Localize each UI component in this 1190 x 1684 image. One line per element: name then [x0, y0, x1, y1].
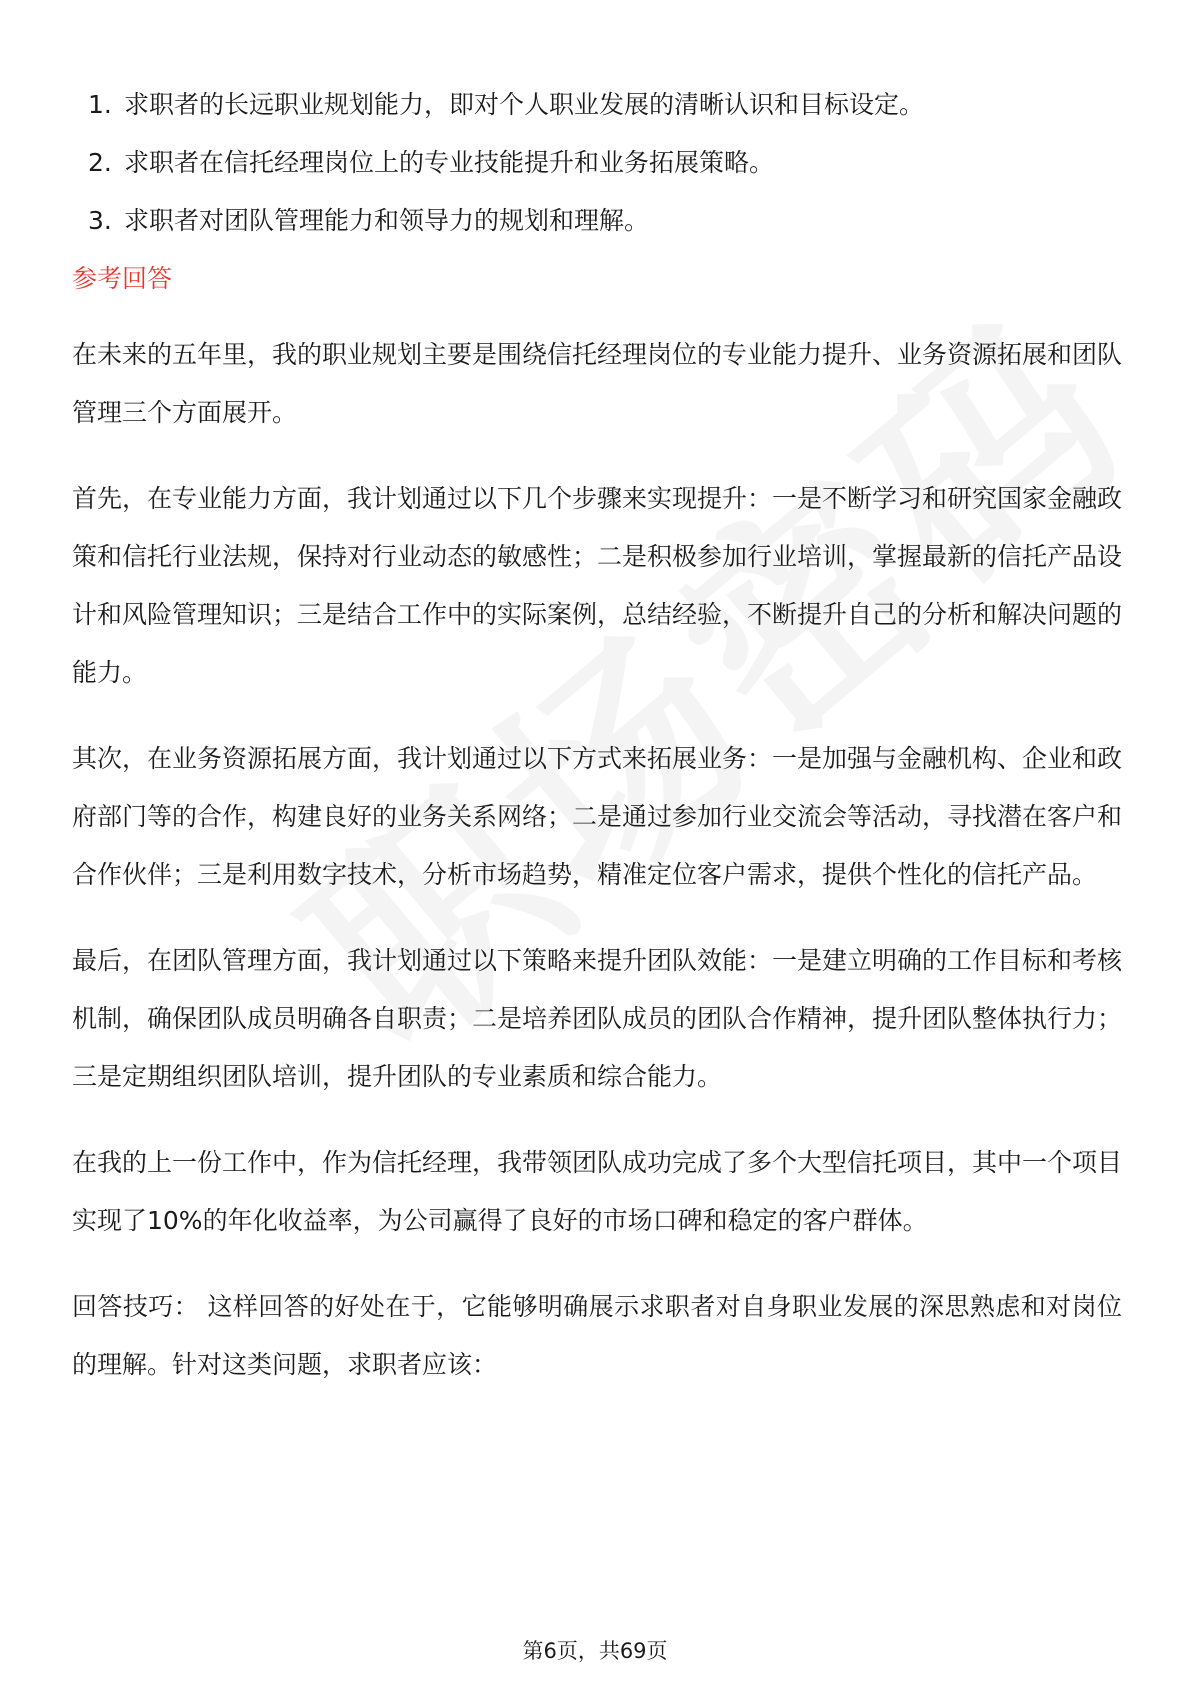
paragraph: 回答技巧： 这样回答的好处在于，它能够明确展示求职者对自身职业发展的深思熟虑和对岗位的理解。针对这类问题，求职者应该： [72, 1292, 1122, 1379]
paragraph: 在未来的五年里，我的职业规划主要是围绕信托经理岗位的专业能力提升、业务资源拓展和团队管理三个方面展开。 [72, 340, 1123, 427]
list-item [72, 88, 1122, 122]
paragraph: 在我的上一份工作中，作为信托经理，我带领团队成功完成了多个大型信托项目，其中一个项目实现了10%的年化收益率，为公司赢得了良好的市场口碑和稳定的客户群体。 [72, 1148, 1123, 1235]
evaluation-criteria-list [72, 88, 1122, 238]
paragraph: 首先，在专业能力方面，我计划通过以下几个步骤来实现提升：一是不断学习和研究国家金融政策和信托行业法规，保持对行业动态的敏感性；二是积极参加行业培训，掌握最新的信托产品设计和风险管理知识；三是结合工作中的实际案例，总结经验，不断提升自己的分析和解决问题的能力。 [72, 484, 1123, 687]
page-content [72, 88, 1122, 1422]
section-heading: 参考回答 [72, 264, 173, 293]
list-item [72, 204, 1122, 238]
paragraph: 最后，在团队管理方面，我计划通过以下策略来提升团队效能：一是建立明确的工作目标和考核机制，确保团队成员明确各自职责；二是培养团队成员的团队合作精神，提升团队整体执行力；三是定期组织团队培训，提升团队的专业素质和综合能力。 [72, 946, 1123, 1091]
list-number: 3. [88, 206, 112, 235]
list-item [72, 146, 1122, 180]
list-number: 1. [88, 90, 112, 119]
list-text: 求职者对团队管理能力和领导力的规划和理解。 [124, 206, 650, 235]
page-number: 第6页，共69页 [522, 1639, 668, 1663]
list-number: 2. [88, 148, 112, 177]
paragraph: 其次，在业务资源拓展方面，我计划通过以下方式来拓展业务：一是加强与金融机构、企业和政府部门等的合作，构建良好的业务关系网络；二是通过参加行业交流会等活动，寻找潜在客户和合作伙伴；三是利用数字技术，分析市场趋势，精准定位客户需求，提供个性化的信托产品。 [72, 744, 1123, 889]
list-text: 求职者的长远职业规划能力，即对个人职业发展的清晰认识和目标设定。 [124, 90, 925, 119]
list-text: 求职者在信托经理岗位上的专业技能提升和业务拓展策略。 [124, 148, 775, 177]
